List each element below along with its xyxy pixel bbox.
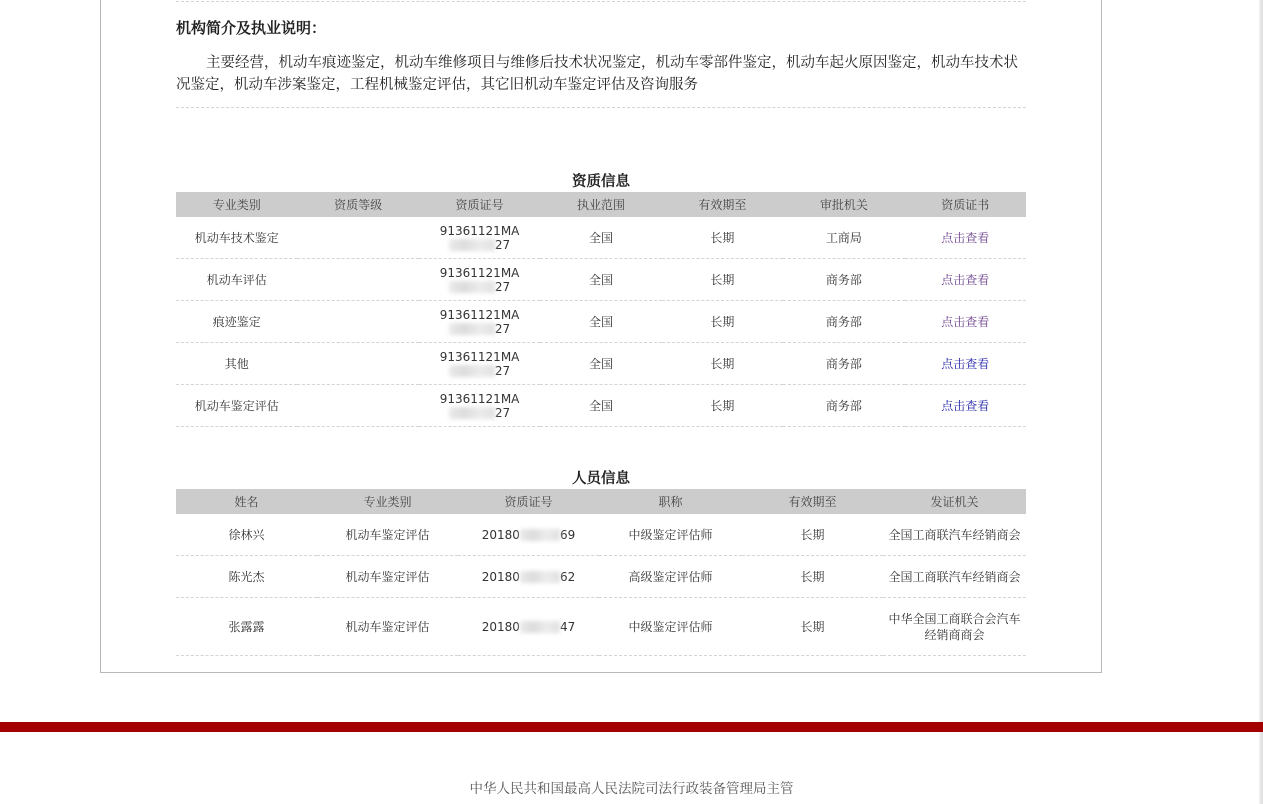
col-category: 专业类别 bbox=[176, 192, 297, 217]
personnel-header-row bbox=[176, 489, 1026, 514]
cell-name: 陈光杰 bbox=[176, 556, 317, 598]
cell-certificate bbox=[905, 385, 1026, 427]
cell-certificate bbox=[905, 301, 1026, 343]
personnel-table-wrap bbox=[176, 489, 1026, 656]
cell-level bbox=[297, 217, 418, 259]
col-issuer: 发证机关 bbox=[883, 489, 1026, 514]
cell-category: 机动车评估 bbox=[176, 259, 297, 301]
cell-cert-no bbox=[419, 217, 540, 259]
cert-prefix: 20180 bbox=[481, 569, 520, 584]
intro-title: 机构简介及执业说明： bbox=[176, 19, 327, 37]
col-scope: 执业范围 bbox=[540, 192, 661, 217]
cell-title: 高级鉴定评估师 bbox=[599, 556, 742, 598]
cell-issuer: 全国工商联汽车经销商会 bbox=[883, 556, 1026, 598]
qualification-title: 资质信息 bbox=[572, 174, 630, 190]
cell-authority: 商务部 bbox=[783, 301, 904, 343]
cell-valid: 长期 bbox=[662, 343, 783, 385]
cell-cert-no bbox=[419, 301, 540, 343]
cert-suffix: 69 bbox=[559, 527, 576, 542]
cert-prefix: 91361121MA bbox=[439, 391, 520, 406]
qualification-row bbox=[176, 259, 1026, 301]
cert-suffix: 62 bbox=[559, 569, 576, 584]
col-name: 姓名 bbox=[176, 489, 317, 514]
cell-category: 机动车鉴定评估 bbox=[176, 385, 297, 427]
cell-category: 痕迹鉴定 bbox=[176, 301, 297, 343]
cell-valid: 长期 bbox=[662, 301, 783, 343]
cell-cert-no bbox=[458, 556, 599, 598]
qualification-row bbox=[176, 385, 1026, 427]
personnel-row bbox=[176, 514, 1026, 556]
view-certificate-link[interactable]: 点击查看 bbox=[941, 315, 990, 329]
col-certificate: 资质证书 bbox=[905, 192, 1026, 217]
cell-authority: 工商局 bbox=[783, 217, 904, 259]
col-valid: 有效期至 bbox=[742, 489, 883, 514]
redacted-blur bbox=[520, 571, 560, 583]
cell-certificate bbox=[905, 217, 1026, 259]
redacted-blur bbox=[449, 281, 495, 293]
qualification-table bbox=[176, 192, 1026, 427]
col-level: 资质等级 bbox=[297, 192, 418, 217]
cell-authority: 商务部 bbox=[783, 385, 904, 427]
cert-prefix: 91361121MA bbox=[439, 349, 520, 364]
qualification-header-row bbox=[176, 192, 1026, 217]
cell-valid: 长期 bbox=[742, 556, 883, 598]
cert-suffix: 27 bbox=[494, 363, 511, 378]
cell-level bbox=[297, 301, 418, 343]
redacted-blur bbox=[449, 239, 495, 251]
cell-category: 机动车鉴定评估 bbox=[317, 598, 458, 656]
personnel-row bbox=[176, 598, 1026, 656]
redacted-blur bbox=[449, 365, 495, 377]
cell-title: 中级鉴定评估师 bbox=[599, 598, 742, 656]
cert-prefix: 20180 bbox=[481, 527, 520, 542]
qualification-row bbox=[176, 301, 1026, 343]
cell-valid: 长期 bbox=[662, 217, 783, 259]
cert-suffix: 27 bbox=[494, 279, 511, 294]
cell-cert-no bbox=[419, 343, 540, 385]
cert-suffix: 27 bbox=[494, 237, 511, 252]
cell-level bbox=[297, 385, 418, 427]
cell-issuer: 中华全国工商联合会汽车经销商商会 bbox=[883, 598, 1026, 656]
footer-bar bbox=[0, 722, 1263, 732]
col-title: 职称 bbox=[599, 489, 742, 514]
cell-category: 机动车鉴定评估 bbox=[317, 556, 458, 598]
col-cert-no: 资质证号 bbox=[458, 489, 599, 514]
cert-suffix: 27 bbox=[494, 321, 511, 336]
redacted-blur bbox=[449, 407, 495, 419]
cell-category: 机动车鉴定评估 bbox=[317, 514, 458, 556]
cert-suffix: 47 bbox=[559, 619, 576, 634]
cell-scope: 全国 bbox=[540, 301, 661, 343]
cell-category: 其他 bbox=[176, 343, 297, 385]
cell-authority: 商务部 bbox=[783, 259, 904, 301]
cell-cert-no bbox=[419, 259, 540, 301]
personnel-title: 人员信息 bbox=[572, 471, 630, 487]
cell-level bbox=[297, 259, 418, 301]
col-cert-no: 资质证号 bbox=[419, 192, 540, 217]
cell-issuer: 全国工商联汽车经销商会 bbox=[883, 514, 1026, 556]
qualification-table-wrap bbox=[176, 192, 1026, 427]
cell-authority: 商务部 bbox=[783, 343, 904, 385]
cert-suffix: 27 bbox=[494, 405, 511, 420]
cell-category: 机动车技术鉴定 bbox=[176, 217, 297, 259]
cert-prefix: 91361121MA bbox=[439, 265, 520, 280]
view-certificate-link[interactable]: 点击查看 bbox=[941, 273, 990, 287]
col-category: 专业类别 bbox=[317, 489, 458, 514]
cell-scope: 全国 bbox=[540, 343, 661, 385]
cell-valid: 长期 bbox=[662, 385, 783, 427]
personnel-row bbox=[176, 556, 1026, 598]
qualification-row bbox=[176, 343, 1026, 385]
cert-prefix: 91361121MA bbox=[439, 307, 520, 322]
cell-name: 张露露 bbox=[176, 598, 317, 656]
cell-scope: 全国 bbox=[540, 385, 661, 427]
cell-certificate bbox=[905, 343, 1026, 385]
info-panel bbox=[100, 0, 1102, 673]
page-right-shadow bbox=[1259, 0, 1263, 804]
personnel-table bbox=[176, 489, 1026, 656]
redacted-blur bbox=[520, 621, 560, 633]
cell-title: 中级鉴定评估师 bbox=[599, 514, 742, 556]
cell-name: 徐林兴 bbox=[176, 514, 317, 556]
cell-valid: 长期 bbox=[742, 598, 883, 656]
view-certificate-link[interactable]: 点击查看 bbox=[941, 231, 990, 245]
footer-text: 中华人民共和国最高人民法院司法行政装备管理局主管 bbox=[469, 781, 794, 797]
cell-level bbox=[297, 343, 418, 385]
cert-prefix: 91361121MA bbox=[439, 223, 520, 238]
cell-certificate bbox=[905, 259, 1026, 301]
col-authority: 审批机关 bbox=[783, 192, 904, 217]
cell-cert-no bbox=[458, 598, 599, 656]
redacted-blur bbox=[449, 323, 495, 335]
cert-prefix: 20180 bbox=[481, 619, 520, 634]
intro-body: 主要经营，机动车痕迹鉴定，机动车维修项目与维修后技术状况鉴定，机动车零部件鉴定，机动车起火原因鉴定，机动车技术状况鉴定，机动车涉案鉴定，工程机械鉴定评估，其它旧机动车鉴定评估及咨询服务 bbox=[176, 52, 1026, 108]
view-certificate-link[interactable]: 点击查看 bbox=[941, 357, 990, 371]
redacted-blur bbox=[520, 529, 560, 541]
cell-scope: 全国 bbox=[540, 217, 661, 259]
qualification-row bbox=[176, 217, 1026, 259]
cell-cert-no bbox=[458, 514, 599, 556]
col-valid: 有效期至 bbox=[662, 192, 783, 217]
cell-valid: 长期 bbox=[662, 259, 783, 301]
view-certificate-link[interactable]: 点击查看 bbox=[941, 399, 990, 413]
cell-scope: 全国 bbox=[540, 259, 661, 301]
cell-valid: 长期 bbox=[742, 514, 883, 556]
cell-cert-no bbox=[419, 385, 540, 427]
